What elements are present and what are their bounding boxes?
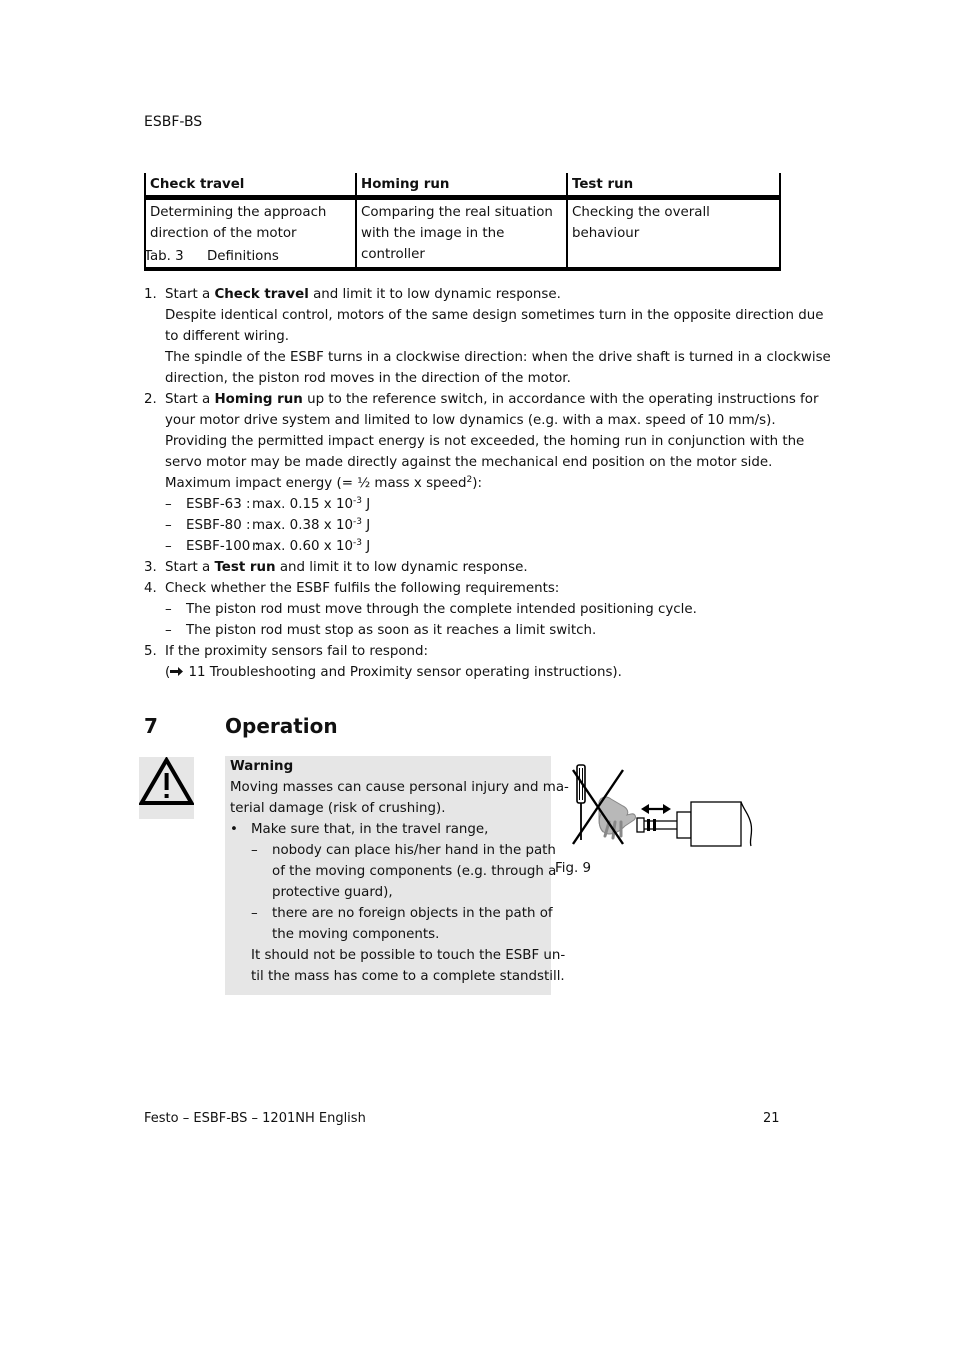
table-caption — [144, 249, 279, 264]
step-3-line-1: Start a Test run and limit it to low dynamic response. — [165, 560, 528, 575]
warning-line: terial damage (risk of crushing). — [230, 801, 446, 816]
step-2-line-3: Providing the permitted impact energy is not exceeded, the homing run in conjunction with the — [165, 434, 805, 449]
dash-marker: – — [165, 539, 172, 554]
step-1-line-2: Despite identical control, motors of the same design sometimes turn in the opposite direction due — [165, 308, 824, 323]
requirement-item: The piston rod must stop as soon as it reaches a limit switch. — [186, 623, 597, 638]
requirement-item: The piston rod must move through the complete intended positioning cycle. — [186, 602, 697, 617]
arrow-right-icon — [170, 666, 184, 677]
warning-line: of the moving components (e.g. through a — [272, 864, 557, 879]
section-number: 7 — [144, 714, 158, 738]
step-number: 2. — [144, 392, 157, 407]
crushing-hazard-figure — [565, 762, 760, 852]
section-title: Operation — [225, 714, 338, 738]
table-caption-label: Tab. 3 — [144, 249, 184, 264]
step-1-line-4: The spindle of the ESBF turns in a clockwise direction: when the drive shaft is turned in a clockwise — [165, 350, 831, 365]
table-header-homing-run: Homing run — [356, 173, 567, 198]
warning-line: nobody can place his/her hand in the path — [272, 843, 556, 858]
dash-marker: – — [251, 906, 258, 921]
step-number: 3. — [144, 560, 157, 575]
step-number: 1. — [144, 287, 157, 302]
warning-panel — [225, 756, 569, 995]
cross-reference-link[interactable]: 11 Troubleshooting and Proximity sensor operating instructions). — [184, 665, 622, 680]
impact-energy-item: ESBF-63 : max. 0.15 x $10^{-3}$ J — [186, 496, 371, 512]
step-2-line-5: Maximum impact energy (= ½ mass x speed$^2$): — [165, 475, 483, 491]
warning-bullet-text: Make sure that, in the travel range, — [251, 822, 489, 837]
document-header: ESBF-BS — [144, 114, 203, 130]
step-2-line-1: Start a Homing run up to the reference switch, in accordance with the operating instructions for — [165, 392, 819, 407]
step-5-line-1: If the proximity sensors fail to respond: — [165, 644, 429, 659]
step-number: 5. — [144, 644, 157, 659]
dash-marker: – — [165, 518, 172, 533]
dash-marker: – — [251, 843, 258, 858]
step-2-line-4: servo motor may be made directly against the mechanical end position on the motor side. — [165, 455, 773, 470]
step-1-line-1: Start a Check travel and limit it to low dynamic response. — [165, 287, 561, 302]
warning-line: protective guard), — [272, 885, 393, 900]
step-4-line-1: Check whether the ESBF fulfils the following requirements: — [165, 581, 560, 596]
warning-line: the moving components. — [272, 927, 440, 942]
page-number: 21 — [763, 1111, 780, 1126]
impact-energy-item: ESBF-100 :max. 0.60 x $10^{-3}$ J — [186, 538, 371, 554]
table-cell: Checking the overall behaviour — [567, 198, 780, 270]
warning-line: Moving masses can cause personal injury and ma- — [230, 780, 569, 795]
step-2-line-2: your motor drive system and limited to low dynamics (e.g. with a max. speed of 10 mm/s). — [165, 413, 776, 428]
step-number: 4. — [144, 581, 157, 596]
warning-line: til the mass has come to a complete standstill. — [251, 969, 565, 984]
table-cell: Comparing the real situation with the image in the controller — [356, 198, 567, 270]
warning-title: Warning — [230, 759, 294, 774]
table-header-check-travel: Check travel — [145, 173, 356, 198]
bullet-marker: • — [230, 822, 238, 837]
dash-marker: – — [165, 497, 172, 512]
warning-triangle-icon — [139, 757, 194, 819]
table-cell: Determining the approach direction of the motor — [145, 198, 356, 270]
step-5-line-2: ( 11 Troubleshooting and Proximity sensor operating instructions). — [165, 665, 622, 680]
step-1-line-5: direction, the piston rod moves in the direction of the motor. — [165, 371, 571, 386]
step-1-line-3: to different wiring. — [165, 329, 289, 344]
warning-symbol-box — [139, 757, 194, 819]
impact-energy-item: ESBF-80 : max. 0.38 x $10^{-3}$ J — [186, 517, 371, 533]
double-arrow-icon — [641, 804, 671, 814]
table-caption-text: Definitions — [207, 249, 279, 264]
dash-marker: – — [165, 602, 172, 617]
table-header-test-run: Test run — [567, 173, 780, 198]
footer-left: Festo – ESBF-BS – 1201NH English — [144, 1111, 366, 1126]
warning-line: It should not be possible to touch the ESBF un- — [251, 948, 566, 963]
figure-caption: Fig. 9 — [555, 861, 591, 876]
dash-marker: – — [165, 623, 172, 638]
warning-line: there are no foreign objects in the path of — [272, 906, 553, 921]
